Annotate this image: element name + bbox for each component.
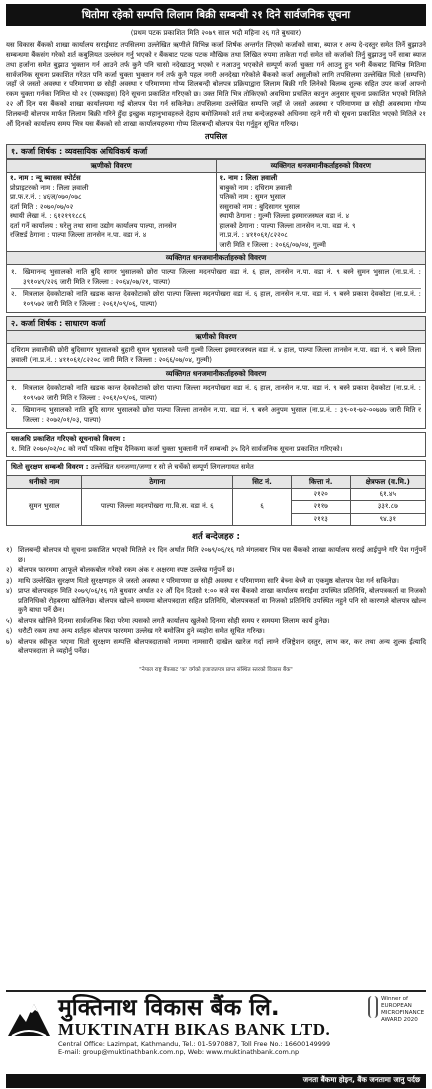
col-address: ठेगाना <box>82 475 233 488</box>
item-text: प्राप्त बोलपत्रहरु मिति २०७९/०६/१६ गते बुधवार अर्थात २२ औं दिन दिउसो १:०० बजे यस बैंकको शाखा कार्यालय सराईमा उपस्थित प्रतिनिधि, बोलपत्रकर्ता वा निजको प्रतिनिधिको रोहबरमा खोलिनेछ। बोलपत्र खोल्ने समयमा बोलपत्रदाता सहित प्रतिनिधि, बोलपत्रकर्ता वा निजको प्रतिनिधि उपस्थित नहुने पनि सो कारणले बोलपत्र खोल्न कुनै बाधा पर्ने छैन। <box>18 587 427 615</box>
notice-title: धितोमा रहेको सम्पत्ति लिलाम बिक्री सम्बन्धी २१ दिने सार्वजनिक सूचना <box>6 4 426 26</box>
terms-title: शर्त बन्देजहरु : <box>192 532 240 543</box>
bank-footer <box>6 990 426 1072</box>
borrower-line: दर्ता मिति : २०७०/०७/०२ <box>10 202 74 211</box>
item-text: बोलपत्र फारममा आफूले बोलकबोल गरेको रकम अंक र अक्षरमा स्पष्ट उल्लेख गर्नुपर्ने छ। <box>18 566 235 575</box>
award-line: Winner of <box>381 996 408 1002</box>
item-text: धरौटी रकम तथा अन्य शर्तहरु बोलपत्र फारममा उल्लेख गरे बमोजिम हुने व्यहोरा समेत सूचित गरिन्छ। <box>18 627 265 636</box>
office-address: Central Office: Lazimpat, Kathmandu, Tel.: 01-5970887, Toll Free No.: 16600149999 <box>58 1039 331 1048</box>
borrower-line: रजिष्टर्ड ठेगाना : पाल्पा जिल्ला तानसेन न.पा. वडा नं. ४ <box>10 231 147 240</box>
table-row <box>7 488 426 501</box>
item-text: खिमानन्द भुसालको नाति बुदि सागर भुसालको छोरा पाल्पा जिल्ला मदनपोखरा वडा नं. ६ हाल, तानसेन न.पा. वडा नं. ९ बस्ने सुमन भुसाल (ना.प्र.नं. : ३९१०४९/२२६ जारी मिति र जिल्ला : २०६४/०७/२१, पाल्पा) <box>23 268 421 286</box>
section1-table <box>6 159 426 252</box>
col-kitta: कित्ता नं. <box>291 475 350 488</box>
list-item <box>11 404 421 426</box>
item-number: १. <box>11 384 17 393</box>
mountain-logo-icon <box>6 996 52 1042</box>
item-text: मित्रलाल देवकोटाको नाति खडक कान्त देवकोटाको छोरा पाल्पा जिल्ला मदनपोखरा वडा नं. ६ हाल, तानसेन न.पा. वडा नं. ९ बस्ने प्रकाश देवकोटा (ना.प्र.नं. : १०९५७२ जारी मिति र जिल्ला : २०६१/०९/०६, पाल्पा) <box>23 384 421 402</box>
item-number: ७) <box>6 637 13 646</box>
owner-cell: सुमन भुसाल <box>7 488 82 526</box>
publication-text: १. मिति २०७०/०२/०८ को नयाँ पत्रिका राष्ट्रिय दैनिकमा कर्जा चुक्ता भुक्तानी गर्ने सम्बन्धी ३५ दिने सार्वजनिक सूचना प्रकाशित गरिएको। <box>11 444 343 453</box>
item-number: ६) <box>6 627 13 636</box>
laurel-icon <box>368 996 378 1018</box>
col-sheet: सिट नं. <box>233 475 292 488</box>
list-item <box>6 546 426 565</box>
publication-head: यसअघि प्रकाशित गरिएको सूचनाको विवरण : <box>11 435 126 444</box>
kitta-cell: २११७ <box>291 501 350 514</box>
list-item <box>11 267 421 288</box>
item-number: २. <box>11 406 17 415</box>
item-number: २) <box>6 566 13 575</box>
section1-mortgagors <box>6 265 426 313</box>
item-number: ५) <box>6 616 13 625</box>
contact-info: E-mail: group@muktinathbank.com.np, Web: www.muktinathbank.com.np <box>58 1048 300 1057</box>
person-line: ससुराको नाम : बुदिसागर भुसाल <box>219 202 300 211</box>
list-item <box>11 383 421 404</box>
publication-box <box>6 432 426 457</box>
borrower-line: स्थायी लेखा नं. : ६१२१९१८८६ <box>10 212 86 221</box>
person-line: पतिको नाम : सुमन भुसाल <box>219 193 286 202</box>
list-item <box>6 617 426 627</box>
award-line: AWARD 2020 <box>381 1016 418 1023</box>
tapsil-heading: तपसिल <box>204 132 227 142</box>
assets-head-note: उल्लेखित धनजग्गा/जग्गा र सो ले चर्चेको सम्पूर्ण लिगलगायत समेत <box>90 463 254 472</box>
list-item <box>6 566 426 576</box>
item-number: २. <box>11 290 17 299</box>
bank-name-nepali: मुक्तिनाथ विकास बैंक लि. <box>58 995 280 1021</box>
col-area: क्षेत्रफल (व.मि.) <box>350 475 425 488</box>
bank-info <box>58 996 368 1057</box>
list-item <box>6 627 426 637</box>
bank-slogan: जनता बैंकमा होइन, बैंक जनतामा जानु पर्दछ <box>6 1074 426 1088</box>
item-number: १) <box>6 546 13 555</box>
regulator-slogan: "नेपाल राष्ट्र बैंकबाट 'क' वर्गको इजाजतपत्र प्राप्त संस्थित स्तरको विकास बैंक" <box>139 666 293 673</box>
terms-list <box>6 546 426 657</box>
borrower-line: दर्ता गर्ने कार्यालय : घरेलु तथा साना उद्योग कार्यालय पाल्पा, तानसेन <box>10 221 177 230</box>
borrower-col-header: ऋणीको विवरण <box>7 160 217 173</box>
area-cell: ३३१.८७ <box>350 501 425 514</box>
section1-mortgagor-head: व्यक्तिगत धनजमानीकर्ताहरुको विवरण <box>6 252 426 265</box>
item-number: १. <box>11 268 17 277</box>
date-line: (प्रथम पटक प्रकाशित मिति २०७९ साल भदौ महिना २६ गते बुधवार) <box>130 29 302 38</box>
assets-head-box <box>6 460 426 475</box>
borrower-details <box>7 173 217 252</box>
person-line: १. नाम : लिला ज्ञवाली <box>219 174 278 183</box>
item-number: ३) <box>6 576 13 585</box>
section2-mortgagor-head: व्यक्तिगत धनजमानीकर्ताहरुको विवरण <box>6 368 426 381</box>
item-text: बोलपत्र स्वीकृत भएमा धितो सुरक्षण सम्पत्ति बोलपत्रदाताको नाममा नामसारी दाखेल खारेज गर्दा लाग्ने रजिष्ट्रेशन दस्तुर, लाभ कर, कर तथा अन्य शुल्क ईत्यादि बोलपत्रदाता ले व्यहोर्नु पर्नेछ। <box>18 637 426 656</box>
person-line: स्थायी ठेगाना : गुल्मी जिल्ला इस्मारजस्थल वडा नं. ४ <box>219 212 350 221</box>
kitta-cell: २१२० <box>291 488 350 501</box>
item-text: माथि उल्लेखित सुरक्षण धितो सुरक्षणहरु जे जस्तो अवस्था र परिमाणमा छ सोही अवस्था र परिमाणमा सारि बेच्ना बेच्नै वा एकमुष्ठ बोलपत्र पेश गर्न सकिनेछ। <box>18 576 400 585</box>
person-line: बाबुको नाम : दधिराम ज्ञवाली <box>219 183 292 192</box>
item-number: ४) <box>6 587 13 596</box>
bank-name-english: MUKTINATH BIKAS BANK LTD. <box>58 1020 331 1040</box>
section2-borrower-head: ऋणीको विवरण <box>6 331 426 344</box>
section2-title: २. कर्जा शिर्षक : साधारण कर्जा <box>6 316 426 331</box>
assets-head: धितो सुरक्षण सम्बन्धी विवरण : <box>11 463 89 472</box>
section2-mortgagors <box>6 381 426 429</box>
borrower-line: प्रोप्राइटरको नाम : लिला ज्ञवाली <box>10 183 89 192</box>
item-text: मित्रलाल देवकोटाको नाति खडक कान्त देवकोटाको छोरा पाल्पा जिल्ला मदनपोखरा वडा नं. ६ हाल, तानसेन न.पा. वडा नं. ९ बस्ने प्रकाश देवकोटा (ना.प्र.नं. : १०९५७२ जारी मिति र जिल्ला : २०६१/०९/०६, पाल्पा) <box>23 290 421 308</box>
sheet-cell: ६ <box>233 488 292 526</box>
list-item <box>6 587 426 616</box>
item-text: खिमानन्द भुसालको नाति बुदि सागर भुसालको छोरा पाल्पा जिल्ला तानसेन न.पा. वडा नं. ९ बस्ने अनुपम भुसाल (ना.प्र.नं. : ३९-०१-७२-००७४७ जारी मिति र जिल्ला : २०७२/०१/०३, पाल्पा) <box>23 406 421 424</box>
address-cell: पाल्पा जिल्ला मदनपोखरा गा.वि.स. वडा नं. ६ <box>82 488 233 526</box>
award-badge <box>368 996 426 1024</box>
kitta-cell: २११३ <box>291 513 350 526</box>
person-details <box>216 173 426 252</box>
person-line: जारी मिति र जिल्ला : २०६६/०७/०४, गुल्मी <box>219 240 326 249</box>
borrower-line: प्रा.फ.र.नं. : ४६ज/०७०/०७८ <box>10 193 82 202</box>
item-text: शिलबन्दी बोलपत्र यो सूचना प्रकाशित भएको मितिले २१ दिन अर्थात मिति २०७९/०६/१६ गते मंगलबार भित्र यस बैंकको शाखा कार्यालय सराई आईपुग्ने गरि पेश गर्नुपर्ने छ। <box>18 546 426 564</box>
col-owner: धनीको नाम <box>7 475 82 488</box>
notice-intro: यस विकास बैंकको शाखा कार्यालय सराईघाट तपसिलमा उल्लेखित ऋणीले विभिन्न कर्जा शिर्षक अन्तर्गत लिएको कर्जाको साबा, ब्याज र अन्य दे-दस्तुर समेत तिर्ने बुझाउने सम्बन्धमा बैंकसंग गरेको शर्त कबुलियत उल्लंघन गर्नु भएको र बैंकबाट पटक पटक मौखिक तथा लिखित रुपमा ताकेता गर्दा समेत सो कर्जाको तिर्नु बुझाउनु पर्ने साबा ब्याज तथा हर्जाना समेत बुझाउ भुक्तान गर्न आउने तर्फ कुनै पनि चासो नदेखाउनु भएको र नआउनु भएकोले सम्पूर्ण कर्जा चुक्ता गर्न आउनु हुन भनी बैंकबाट विभिन्न मितिमा सार्वजनिक सूचना प्रकाशित गरेउत पनि कर्जा चुक्ता भुक्तान गर्न तर्फ कुनै पहल नगरी अनदेखा गरेकोले बैंकको कर्जा असुलीको लागि तपसिलमा उल्लेखित धितो (सम्पत्ति) जहाँ जे जस्तो अवस्था र परिमाणमा छ सोही अवस्था र परिमाणमा गोप्य शिलबन्दी बोलपत्र प्रक्रियाद्वारा लिलाम बिक्री गरि लिनेको बिलम्ब शुल्क सहित उपर कर्जा आफ्नो रकम चुक्ता गर्नका निमित्त यो २१ (एक्काइस) दिने सूचना प्रकाशित गरिएको छ। उक्त मिति भित्र तोकिएको अवधिमा प्रचलित कानुन अनुसार सूचना प्रकाशित भएको मितिले २२ औं दिन यस बैंकको शाखा कार्यालयमा गई बोलपत्र पेश गर्न सकिनेछ। तपसिलमा उल्लेखित सम्पत्ति जहाँ जे जस्तो अवस्था र परिमाणमा छ सोही अवस्थामा गोप्य शिलबन्दी बोलपत्र मार्फत लिलाम बिक्री गरिने हुँदा इच्छुक महानुभावहरुले देहाय बमोजिमको शर्त तथा बन्देजहरुको अधिनमा रहने गरी यो सूचना प्रकाशित भएको मितिले २१ औं दिनको कार्यालय समय भित्र यस बैंकको सो शाखा कार्यालयहरुमा गोप्य शिलबन्दी बोलपत्र पेश गर्नुहुन सूचित गरिन्छ। <box>6 41 426 128</box>
person-col-header: व्यक्तिगत धनजमानीकर्ताहरुको विवरण <box>216 160 426 173</box>
section1-title: १. कर्जा शिर्षक : व्यवसायिक अधिविकर्ष कर्जा <box>6 144 426 159</box>
area-cell: ६१.४५ <box>350 488 425 501</box>
list-item <box>6 577 426 587</box>
person-line: ना.प्र.नं. : ४११०६१/८२२०८ <box>219 231 288 240</box>
borrower-line: १. नाम : न्यू ब्यासस स्पोर्टस <box>10 174 81 183</box>
award-line: MICROFINANCE <box>381 1009 425 1016</box>
section2-borrower: दधिराम ज्ञवालीकी छोरी बुदिसागर भुसालको बुहारी सुमन भुसालको पत्नी गुल्मी जिल्ला इस्मारजस्थल वडा नं. ४ हाल, पाल्पा जिल्ला तानसेन न.पा. वडा नं. ९ बस्ने लिला ज्ञवाली (ना.प्र.नं. : ४११०६१/८२२०८ जारी मिति र जिल्ला : २०६६/०७/०४, गुल्मी) <box>6 344 426 368</box>
award-line: EUROPEAN <box>381 1002 412 1009</box>
area-cell: ९४.३१ <box>350 513 425 526</box>
assets-table <box>6 475 426 526</box>
list-item <box>11 288 421 310</box>
item-text: बोलपत्र खोलिने दिनमा सार्वजनिक बिदा परेमा त्यसको लगतै कार्यालय खुलेको दिनमा सोही समय र समयमा लिलाम कार्य हुनेछ। <box>18 616 330 625</box>
list-item <box>6 638 426 657</box>
person-line: हालको ठेगाना : पाल्पा जिल्ला तानसेन न.पा. वडा नं. ९ <box>219 221 356 230</box>
